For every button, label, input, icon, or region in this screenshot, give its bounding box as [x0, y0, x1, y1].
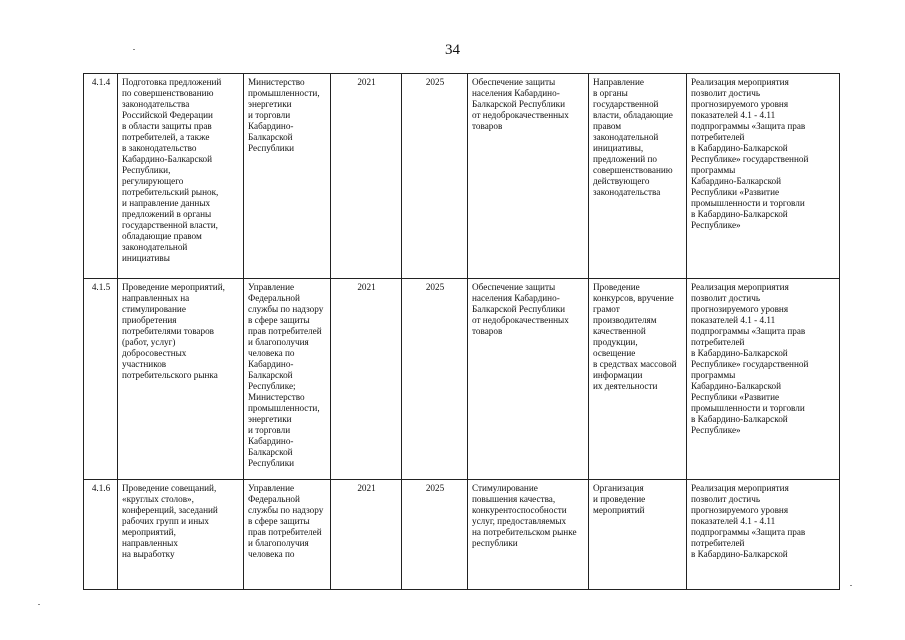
- measure-name: Проведение мероприятий, направленных на стимулирование приобретения потребителями товаров (работ, услуг) добросовестных участников потребительского рынка: [118, 279, 244, 480]
- measure-number: 4.1.5: [84, 279, 118, 480]
- scan-speck: [133, 49, 135, 50]
- expected-result: Стимулирование повышения качества, конкурентоспособности услуг, предоставляемых на потребительском рынке республики: [468, 480, 589, 590]
- indicator-link: Реализация мероприятия позволит достичь прогнозируемого уровня показателей 4.1 - 4.11 подпрограммы «Защита прав потребителей в Кабардино-Балкарской Республике» государственной программы Кабардино-Балкарской Республики «Развитие промышленности и торговли в Кабардино-Балкарской Республике»: [687, 74, 840, 279]
- page-number: 34: [445, 42, 460, 58]
- measure-number: 4.1.6: [84, 480, 118, 590]
- measure-content: Проведение конкурсов, вручение грамот производителям качественной продукции, освещение в средствах массовой информации их деятельности: [589, 279, 687, 480]
- start-year: 2021: [331, 74, 402, 279]
- table-row: [84, 74, 840, 279]
- table-row: [84, 279, 840, 480]
- end-year: 2025: [402, 74, 468, 279]
- end-year: 2025: [402, 279, 468, 480]
- measure-name: Подготовка предложений по совершенствованию законодательства Российской Федерации в области защиты прав потребителей, а также в законодательство Кабардино-Балкарской Республики, регулирующего потребительский рынок, и направление данных предложений в органы государственной власти, обладающие правом законодательной инициативы: [118, 74, 244, 279]
- start-year: 2021: [331, 279, 402, 480]
- measure-content: Организация и проведение мероприятий: [589, 480, 687, 590]
- indicator-link: Реализация мероприятия позволит достичь прогнозируемого уровня показателей 4.1 - 4.11 подпрограммы «Защита прав потребителей в Кабардино-Балкарской: [687, 480, 840, 590]
- measures-table: [83, 73, 840, 590]
- measure-content: Направление в органы государственной власти, обладающие правом законодательной инициативы, предложений по совершенствованию действующего законодательства: [589, 74, 687, 279]
- measure-name: Проведение совещаний, «круглых столов», конференций, заседаний рабочих групп и иных мероприятий, направленных на выработку: [118, 480, 244, 590]
- end-year: 2025: [402, 480, 468, 590]
- measure-executor: Министерство промышленности, энергетики и торговли Кабардино- Балкарской Республики: [244, 74, 331, 279]
- table-row: [84, 480, 840, 590]
- scan-speck: [38, 604, 40, 605]
- start-year: 2021: [331, 480, 402, 590]
- measure-executor: Управление Федеральной службы по надзору в сфере защиты прав потребителей и благополучия человека по: [244, 480, 331, 590]
- measure-number: 4.1.4: [84, 74, 118, 279]
- expected-result: Обеспечение защиты населения Кабардино- Балкарской Республики от недоброкачественных товаров: [468, 74, 589, 279]
- expected-result: Обеспечение защиты населения Кабардино- Балкарской Республики от недоброкачественных товаров: [468, 279, 589, 480]
- scan-speck: [850, 585, 852, 586]
- measure-executor: Управление Федеральной службы по надзору в сфере защиты прав потребителей и благополучия человека по Кабардино- Балкарской Республике; Министерство промышленности, энергетики и торговли Кабардино- Балкарской Республики: [244, 279, 331, 480]
- indicator-link: Реализация мероприятия позволит достичь прогнозируемого уровня показателей 4.1 - 4.11 подпрограммы «Защита прав потребителей в Кабардино-Балкарской Республике» государственной программы Кабардино-Балкарской Республики «Развитие промышленности и торговли в Кабардино-Балкарской Республике»: [687, 279, 840, 480]
